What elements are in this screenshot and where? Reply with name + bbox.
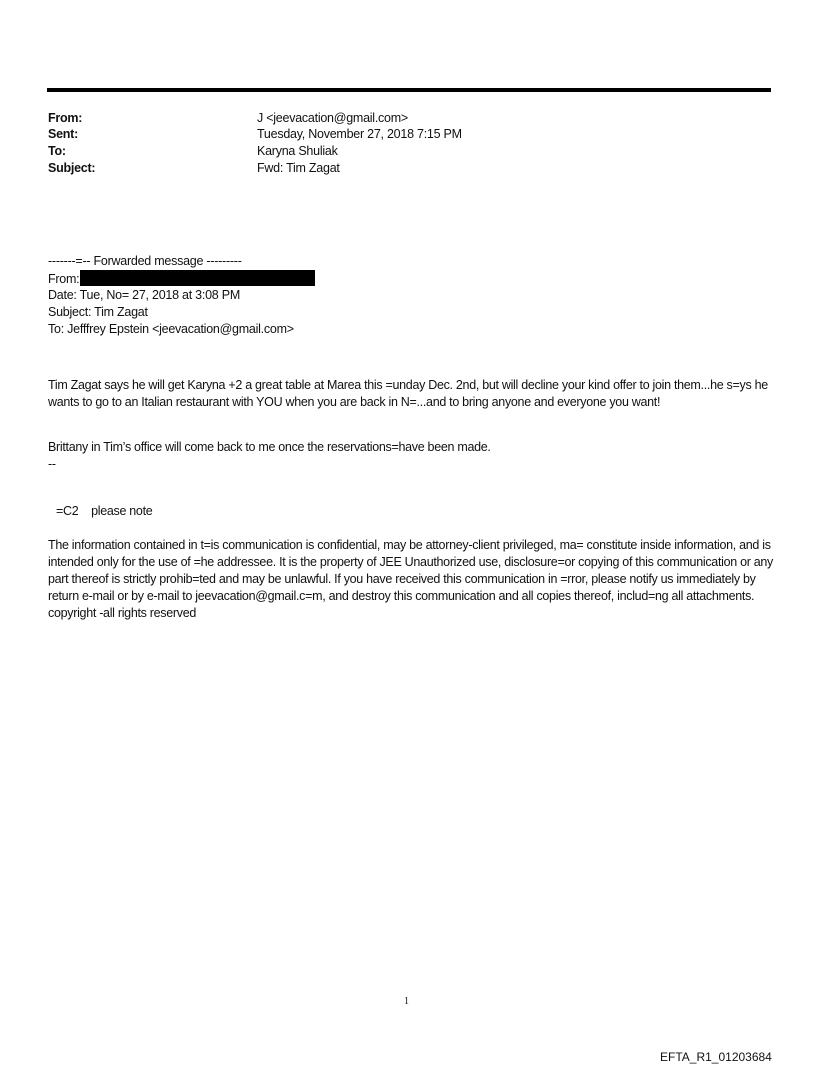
forwarded-date: Date: Tue, No= 27, 2018 at 3:08 PM <box>48 288 240 302</box>
page-number: 1 <box>404 996 409 1007</box>
to-value: Karyna Shuliak <box>257 144 338 158</box>
note-line: =C2 please note <box>56 504 153 518</box>
body-paragraph-2: Brittany in Tim’s office will come back to me once the reservations=have been made. <box>48 440 491 454</box>
subject-label: Subject: <box>48 161 96 175</box>
forwarded-from-label: From: <box>48 272 80 286</box>
sent-value: Tuesday, November 27, 2018 7:15 PM <box>257 127 462 141</box>
sent-label: Sent: <box>48 127 78 141</box>
from-value: J <jeevacation@gmail.com> <box>257 111 408 125</box>
body-paragraph-1: Tim Zagat says he will get Karyna +2 a great table at Marea this =unday Dec. 2nd, but will decline your kind offer to join them...he s=ys he wants to go to an Italian restaurant with YOU when you are back in N=...and to bring anyone and everyone you want! <box>48 378 768 409</box>
header-rule <box>47 88 771 92</box>
subject-value: Fwd: Tim Zagat <box>257 161 340 175</box>
signature-separator: -- <box>48 457 56 471</box>
forwarded-from <box>48 270 315 288</box>
forwarded-separator: -------=-- Forwarded message --------- <box>48 254 242 268</box>
disclaimer: The information contained in t=is communication is confidential, may be attorney-client privileged, ma= constitute inside information, and is intended only for the use of =he addressee. It is the property of JEE Unauthorized use, disclosure=or copying of this communication or any part thereof is strictly prohib=ted and may be unlawful. If you have received this communication in =rror, please notify us immediately by return e-mail or by e-mail to jeevacation@gmail.c=m, and destroy this communication and all copies thereof, includ=ng all attachments. copyright -all rights reserved <box>48 538 774 620</box>
from-label: From: <box>48 111 83 125</box>
forwarded-subject: Subject: Tim Zagat <box>48 305 148 319</box>
to-label: To: <box>48 144 66 158</box>
redaction-box <box>80 270 315 286</box>
forwarded-to: To: Jefffrey Epstein <jeevacation@gmail.com> <box>48 322 294 336</box>
document-id: EFTA_R1_01203684 <box>660 1050 772 1064</box>
